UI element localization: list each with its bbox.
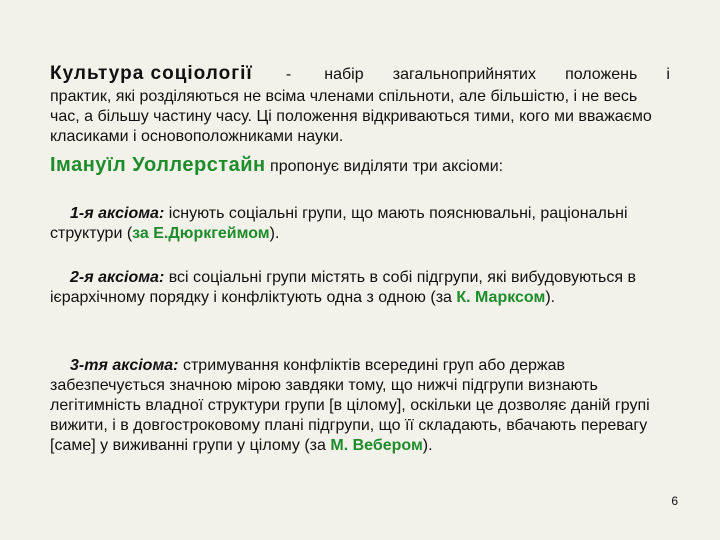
axiom-2-reference: К. Марксом [456,289,546,306]
author-name: Імануїл Уоллерстайн [50,154,266,176]
intro-word: загальноприйнятих [392,66,536,83]
intro-first-line [50,64,670,85]
intro-text: практик, які розділяються не всіма членами спільноти, але більшістю, і не весь час, а більшу частину часу. Ці положення відкриваються тими, кого ми вважаємо класиками і основоположниками науки. [50,88,652,145]
axiom-2-end: ). [545,289,556,306]
axiom-1-text: існують соціальні групи, що мають пояснювальні, раціональні структури ( [50,205,628,242]
author-line [50,155,670,177]
axiom-1-title: 1-я аксіома: [70,205,165,222]
intro-word: положень [565,66,638,83]
axiom-1-end: ). [269,225,280,242]
intro-dash: - [285,66,292,83]
intro-paragraph [50,64,670,147]
author-line-text: пропонує виділяти три аксіоми: [265,158,504,175]
intro-word: набір [324,66,364,83]
axiom-3-reference: М. Вебером [330,437,423,454]
axiom-3-title: 3-тя аксіома: [70,357,179,374]
axiom-2 [50,268,670,308]
axiom-3 [50,356,670,456]
axiom-3-text: стримування конфліктів всередині груп або держав забезпечується значною мірою завдяки тому, що нижчі підгрупи визнають легітимність владної структури групи [в цілому], оскільки це дозволяє даній групі вижити, і в довгостроковому плані підгрупи, що її складають, вбачають перевагу [саме] у виживанні групи у цілому (за [50,357,650,454]
axiom-2-text: всі соціальні групи містять в собі підгрупи, які вибудовуються в ієрархічному порядку і конфліктують одна з одною (за [50,269,636,306]
axiom-1 [50,204,670,244]
axiom-2-title: 2-я аксіома: [70,269,165,286]
page-number: 6 [671,494,678,508]
axiom-3-end: ). [422,437,433,454]
intro-term: Культура соціології [50,63,253,84]
intro-word: і [666,66,670,83]
axiom-1-reference: за Е.Дюркгеймом [132,225,270,242]
